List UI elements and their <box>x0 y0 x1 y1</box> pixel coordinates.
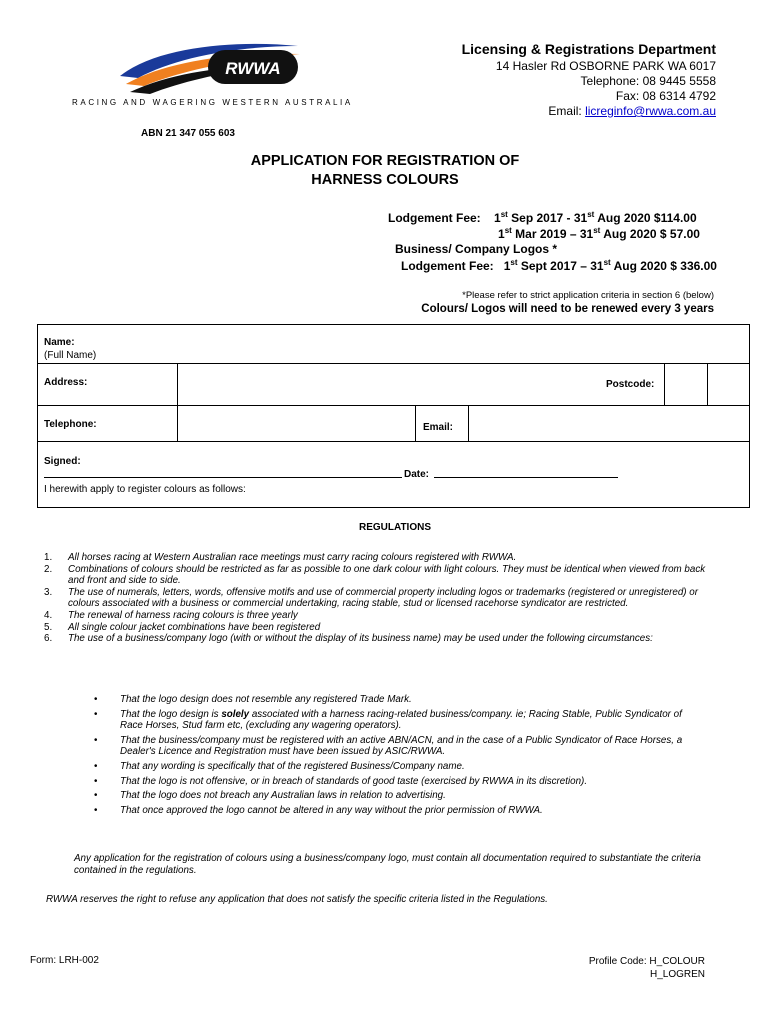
regulation-number: 1. <box>44 552 53 563</box>
bullet-icon: • <box>94 790 98 802</box>
fee2-day: 1 <box>498 227 505 241</box>
name-field[interactable] <box>158 327 743 361</box>
refusal-note: RWWA reserves the right to refuse any application that does not satisfy the specific criteria listed in the Regulations. <box>46 894 548 905</box>
bullet-icon: • <box>94 775 98 787</box>
fee1-sup: st <box>500 210 508 219</box>
form-divider <box>707 363 708 405</box>
department-contact-block <box>462 42 716 119</box>
applicant-details-form <box>37 324 750 508</box>
logo-conditions-list <box>94 694 704 819</box>
colours-fee-line-1 <box>388 210 697 225</box>
logo-condition-item <box>94 761 704 773</box>
name-label: Name: <box>44 337 75 348</box>
logo-condition-text <box>120 735 704 758</box>
bullet-icon: • <box>94 694 98 705</box>
form-code: Form: LRH-002 <box>30 955 99 966</box>
bullet-icon: • <box>94 734 98 746</box>
regulation-text: All single colour jacket combinations have been registered <box>68 621 321 633</box>
regulation-number: 3. <box>44 586 53 598</box>
bullet-icon: • <box>94 804 98 816</box>
date-line[interactable] <box>434 477 618 478</box>
apply-statement: I herewith apply to register colours as follows: <box>44 484 246 495</box>
profile-code-line-1: Profile Code: H_COLOUR <box>588 956 705 967</box>
form-divider <box>177 363 178 405</box>
regulation-number: 6. <box>44 633 53 645</box>
department-fax: Fax: 08 6314 4792 <box>615 89 716 103</box>
abn-number: ABN 21 347 055 603 <box>141 128 235 139</box>
renewal-note: Colours/ Logos will need to be renewed every 3 years <box>421 303 714 315</box>
logo-condition-text <box>120 709 704 732</box>
document-title <box>0 152 770 190</box>
bullet-icon: • <box>94 760 98 772</box>
regulation-item <box>44 610 720 622</box>
logos-heading: Business/ Company Logos * <box>395 242 558 256</box>
regulation-number: 5. <box>44 621 53 633</box>
form-divider <box>468 405 469 441</box>
colours-fee-line-2 <box>498 226 700 241</box>
criteria-note: *Please refer to strict application criteria in section 6 (below) <box>462 290 714 301</box>
logo-condition-item <box>94 735 704 758</box>
fee1-day: 1 <box>494 211 501 225</box>
logo-condition-item <box>94 776 704 788</box>
condition-text-part: That the logo does not breach any Australian laws in relation to advertising. <box>120 790 446 802</box>
regulation-text: Combinations of colours should be restricted as far as possible to one dark colour with light colours. They must be identical when viewed from back and front and side to side. <box>68 563 706 587</box>
regulation-item <box>44 552 720 564</box>
signed-label: Signed: <box>44 456 81 467</box>
postcode-field[interactable] <box>709 365 749 403</box>
condition-text-part: That any wording is specifically that of the registered Business/Company name. <box>120 760 465 772</box>
email-field-label: Email: <box>423 422 454 433</box>
logo-condition-item <box>94 709 704 732</box>
date-label: Date: <box>404 469 430 480</box>
fee3-sup2: st <box>603 258 611 267</box>
logo-condition-text <box>120 790 704 802</box>
fee3-amount: Aug 2020 $ 336.00 <box>610 259 717 273</box>
condition-text-part: associated with a harness racing-related business/company. ie; Racing Stable, Public Syndicator of Race Horses, Stud farm etc, (excluding any wagering operators). <box>120 708 682 732</box>
department-address: 14 Hasler Rd OSBORNE PARK WA 6017 <box>495 59 716 73</box>
profile-code-line-2: H_LOGREN <box>649 969 705 980</box>
profile-codes <box>589 955 705 981</box>
regulations-list <box>44 552 720 645</box>
condition-emphasis: solely <box>221 708 250 720</box>
department-email-line <box>462 104 716 119</box>
regulation-item <box>44 564 720 587</box>
condition-text-part: That the business/company must be registered with an active ABN/ACN, and in the case of a Public Syndicator of Race Horses, a Dealer's Licence and Registration must have been issued by ASIC/RWWA. <box>120 734 683 758</box>
form-divider <box>177 405 178 441</box>
fee2-sup: st <box>504 226 512 235</box>
logo-condition-text <box>120 776 704 788</box>
telephone-field[interactable] <box>179 407 414 439</box>
form-divider <box>664 363 665 405</box>
form-divider <box>38 441 749 442</box>
condition-text-part: That the logo is not offensive, or in breach of standards of good taste (exercised by RWWA in its discretion). <box>120 775 588 787</box>
fee2-amount: Aug 2020 $ 57.00 <box>600 227 700 241</box>
fee1-mid: Sep 2017 - 31 <box>507 211 588 225</box>
email-field[interactable] <box>470 407 749 439</box>
condition-text-part: That the logo design does not resemble any registered Trade Mark. <box>120 694 412 705</box>
email-link[interactable]: licreginfo@rwwa.com.au <box>585 104 716 118</box>
title-line-2: HARNESS COLOURS <box>311 172 459 188</box>
regulation-text: The use of numerals, letters, words, offensive motifs and use of commercial property including logos or trademarks (registered or unregistered) or colours associated with a business or commercial undertaking, racing stable, stud or licensed racehorse syndicator are restricted. <box>68 586 699 610</box>
fee3-sup: st <box>510 258 518 267</box>
fee3-day: 1 <box>503 259 511 273</box>
regulation-text: The renewal of harness racing colours is three yearly <box>68 609 298 621</box>
form-divider <box>415 405 416 441</box>
regulation-item <box>44 633 720 645</box>
regulation-item <box>44 587 720 610</box>
fee3-mid: Sept 2017 – 31 <box>517 259 604 273</box>
logo-condition-text <box>120 805 704 817</box>
fee3-label: Lodgement Fee: <box>401 259 494 273</box>
condition-text-part: That the logo design is <box>120 708 222 720</box>
address-field[interactable] <box>179 365 663 403</box>
logo-condition-item <box>94 805 704 817</box>
condition-text-part: That once approved the logo cannot be altered in any way without the prior permission of RWWA. <box>120 804 543 816</box>
name-sub-label: (Full Name) <box>44 350 97 361</box>
fee2-sup2: st <box>593 226 601 235</box>
department-telephone: Telephone: 08 9445 5558 <box>580 74 716 88</box>
logo-condition-item <box>94 790 704 802</box>
form-divider <box>38 405 749 406</box>
fee1-amount: Aug 2020 $114.00 <box>594 211 697 225</box>
regulation-number: 2. <box>44 563 53 575</box>
regulation-text: The use of a business/company logo (with or without the display of its business name) may be used under the following circumstances: <box>68 633 653 645</box>
regulation-item <box>44 622 720 634</box>
logo-condition-item <box>94 694 704 706</box>
logo-wordmark: RWWA <box>225 59 281 78</box>
fee-label: Lodgement Fee: <box>388 211 481 225</box>
logo-condition-text <box>120 694 704 706</box>
bullet-icon: • <box>94 708 98 720</box>
signature-line[interactable] <box>44 477 402 478</box>
logos-fee-line <box>401 258 717 273</box>
regulations-title: REGULATIONS <box>358 522 432 533</box>
form-divider <box>38 363 749 364</box>
documentation-note: Any application for the registration of colours using a business/company logo, must contain all documentation required to substantiate the criteria contained in the regulations. <box>74 853 701 876</box>
email-label: Email: <box>548 104 586 118</box>
department-title: Licensing & Registrations Department <box>461 41 716 57</box>
regulation-number: 4. <box>44 609 53 621</box>
fee1-sup2: st <box>587 210 595 219</box>
logo-condition-text <box>120 761 704 773</box>
telephone-label: Telephone: <box>44 419 97 430</box>
fee2-mid: Mar 2019 – 31 <box>511 227 594 241</box>
logo-tagline: RACING AND WAGERING WESTERN AUSTRALIA <box>72 98 353 107</box>
title-line-1: APPLICATION FOR REGISTRATION OF <box>250 153 520 169</box>
address-label: Address: <box>44 377 88 388</box>
postcode-label: Postcode: <box>606 379 655 390</box>
regulation-text: All horses racing at Western Australian race meetings must carry racing colours registered with RWWA. <box>68 552 517 563</box>
